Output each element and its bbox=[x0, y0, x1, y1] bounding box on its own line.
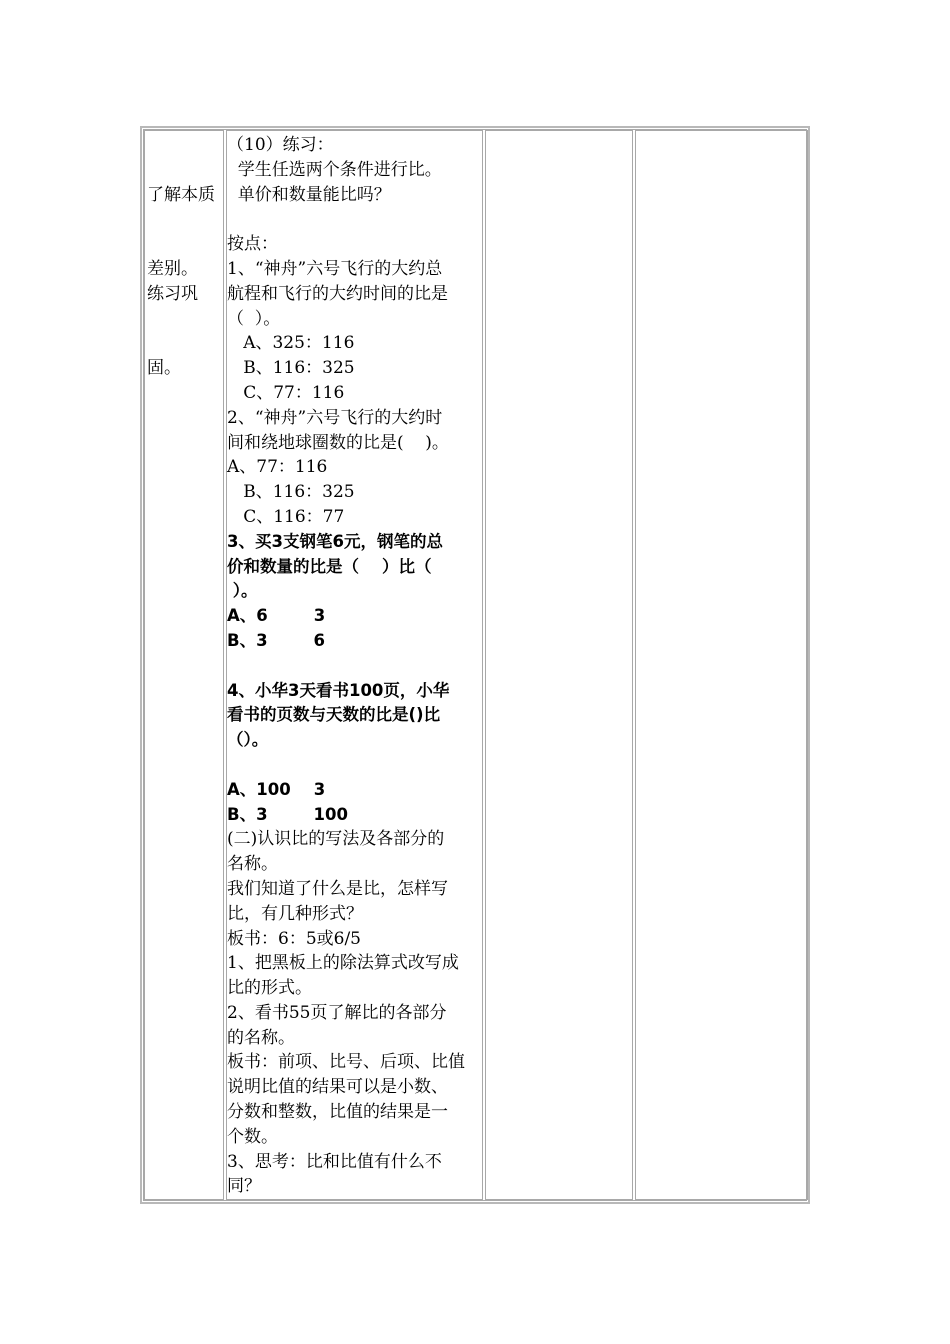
process-line: A、6 3 bbox=[227, 606, 326, 626]
process-line: 学生任选两个条件进行比。 bbox=[227, 159, 442, 180]
process-line: 1、把黑板上的除法算式改写成 bbox=[227, 953, 459, 974]
process-line: 同？ bbox=[227, 1176, 261, 1197]
process-line: 2、“神舟”六号飞行的大约时 bbox=[227, 407, 443, 428]
process-line: 比的形式。 bbox=[227, 978, 312, 999]
process-line: A、325：116 bbox=[227, 333, 355, 354]
process-text bbox=[227, 133, 465, 1199]
process-line: 按点： bbox=[227, 234, 278, 255]
process-line: C、77：116 bbox=[227, 382, 345, 403]
process-line: 名称。 bbox=[227, 854, 278, 875]
process-line: B、116：325 bbox=[227, 482, 355, 503]
process-line: C、116：77 bbox=[227, 506, 345, 527]
purpose-line: 差别。 bbox=[147, 258, 198, 279]
process-line: B、116：325 bbox=[227, 358, 355, 379]
column-teaching-process bbox=[226, 130, 483, 1200]
purpose-line: 练习巩 bbox=[147, 283, 198, 304]
process-line: 个数。 bbox=[227, 1126, 278, 1147]
process-line: 单价和数量能比吗？ bbox=[227, 184, 391, 205]
process-line: （10）练习： bbox=[227, 135, 334, 155]
process-line: 4、小华3天看书100页，小华 bbox=[227, 680, 450, 700]
process-line: 3、思考：比和比值有什么不 bbox=[227, 1151, 442, 1172]
column-purpose bbox=[144, 130, 224, 1200]
process-line bbox=[227, 753, 465, 778]
process-line bbox=[227, 654, 465, 679]
column-empty-2 bbox=[635, 130, 808, 1200]
process-line: 板书：前项、比号、后项、比值 bbox=[227, 1052, 465, 1073]
process-line: 航程和飞行的大约时间的比是 bbox=[227, 283, 448, 304]
process-line: （）。 bbox=[227, 730, 269, 750]
process-line: 1、“神舟”六号飞行的大约总 bbox=[227, 258, 443, 279]
process-line: 间和绕地球圈数的比是( )。 bbox=[227, 432, 449, 453]
purpose-text-2 bbox=[147, 232, 198, 430]
process-line: B、3 6 bbox=[227, 630, 325, 650]
process-line: B、3 100 bbox=[227, 804, 348, 824]
process-line bbox=[227, 207, 465, 232]
process-line: 的名称。 bbox=[227, 1027, 295, 1048]
lesson-table bbox=[140, 126, 810, 1204]
process-line: ）。 bbox=[227, 581, 258, 601]
process-line: A、77：116 bbox=[227, 457, 328, 478]
process-line: 比，有几种形式？ bbox=[227, 903, 363, 924]
process-line: 看书的页数与天数的比是()比 bbox=[227, 705, 441, 725]
purpose-line: 固。 bbox=[147, 357, 181, 378]
process-line: 我们知道了什么是比，怎样写 bbox=[227, 878, 448, 899]
process-line: 板书：6：5或6/5 bbox=[227, 928, 361, 949]
process-line: （ ）。 bbox=[227, 308, 281, 329]
process-line: 说明比值的结果可以是小数、 bbox=[227, 1077, 448, 1098]
purpose-line: 了解本质 bbox=[147, 184, 215, 205]
process-line: 3、买3支钢笔6元，钢笔的总 bbox=[227, 531, 443, 551]
process-line: (二)认识比的写法及各部分的 bbox=[227, 829, 445, 850]
process-line: 价和数量的比是（ ）比（ bbox=[227, 556, 432, 576]
process-line: A、100 3 bbox=[227, 779, 326, 799]
process-line: 分数和整数，比值的结果是一 bbox=[227, 1102, 448, 1123]
column-empty-1 bbox=[485, 130, 633, 1200]
process-line: 2、看书55页了解比的各部分 bbox=[227, 1002, 447, 1023]
